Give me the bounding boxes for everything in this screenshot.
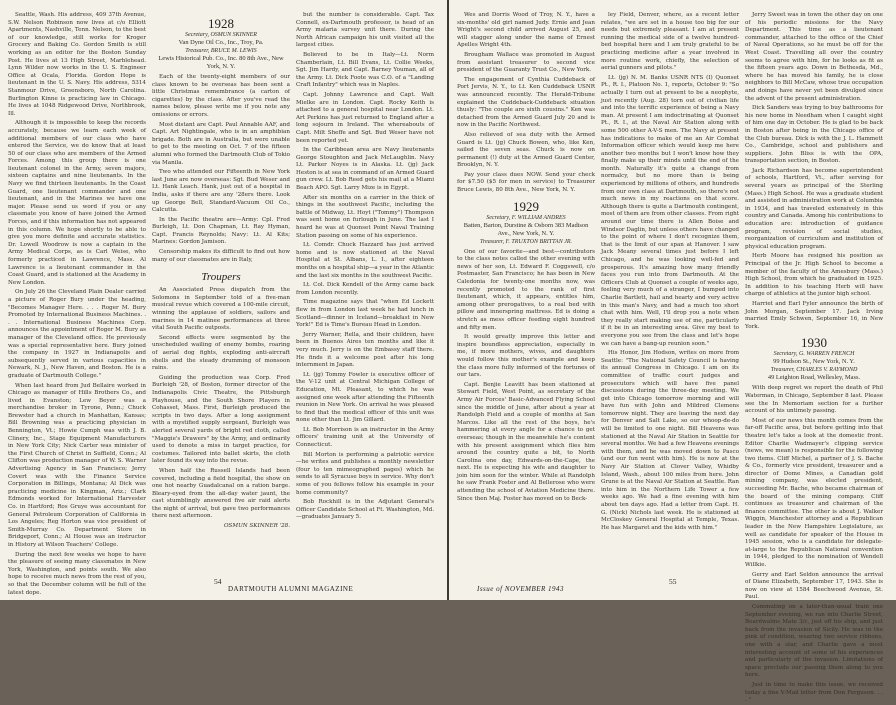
page-number: 54 (214, 577, 222, 586)
troupers-body (152, 287, 290, 521)
secretary-address: 99 Hudson St., New York, N. Y. (773, 358, 855, 366)
right-col-3 (745, 12, 883, 704)
paragraph: Jack Richardson has become superintendent of schools, Hartford, Vt., after serving for several years as principal of the Sterling (Mass.) High School. He was a graduate student and assisted in administration work at Columbia in 1934, and has traveled extensively in this country and Canada. Among his contributions to education are: introduction of guidance program, revision of social studies, reorganization of curriculum and institution of physical education program. (745, 167, 883, 250)
secretary-label: Secretary, F. WILLIAM ANDRES (486, 214, 566, 221)
left-col-2-class-1928 (152, 12, 290, 574)
paragraph: Most distant are Capt. Paul Annable AAF, and Capt. Art Nightingale, who is in an amphibian brigade. Both are in Australia, but were unable to get to the meeting on Oct. 7 of the fifteen alumni who formed the Dartmouth Club of Tokio via Manila. (152, 121, 290, 166)
paragraph: It would greatly improve this letter and inspire boundless appreciation, especially in me, if more mothers, wives, and daughters would follow this mother's example and keep the class more fully informed of the fortunes of our tars. (457, 334, 595, 379)
paragraph: Lt. Comdr. Chuck Hazzard has just arrived home and is now stationed at the Naval Hospital at St. Albans, L. I., after eighteen months on a hospital ship—a year in the Atlantic and the last six months in the southwest Pacific. (296, 242, 434, 279)
paragraph: After six months on a carrier in the thick of things in the southwest Pacific, including the battle of Midway, Lt. Hoyt ("Tommy") Thompson was sent home on furlough in June. The last I heard he was at Quonset Point Naval Training Station passing on some of his experience. (296, 194, 434, 239)
signature: OSMUN SKINNER '28. (223, 523, 290, 530)
right-page (449, 0, 896, 704)
right-col-2 (601, 12, 739, 574)
paragraph: On July 26 the Cleveland Plain Dealer carried a picture of Roger Bury under the heading, "Becomes Manager Here. . . . Roger M. Bury Promoted by International Business Machines. . . . International Business Machines Corp. announces the appointment of Roger M. Bury as manager of the Cleveland office. He previously was a special representative here. Bury joined the company in 1927 in Indianapolis and subsequently served in various capacities in Newark, N. J., New Haven, and Boston. He is a graduate of Dartmouth College." (8, 289, 146, 379)
left-col-1 (8, 12, 146, 596)
treasurer-address: 49 Leighton Road, Wellesley, Mass. (767, 374, 861, 382)
secretary-label: Secretary, G. WARREN FRENCH (773, 351, 855, 358)
paragraph: Believed to be in Italy—Lt. Norm Chamberlain, Lt. Bill Evans, Lt. Collie Weeks, Sgt. Jim Hardy, and Capt. Barney Youman, all of the Army. Lt. Dick Foote was C.O. of a "Landing Craft Infantry" which was in Naples. (296, 51, 434, 89)
class-notes-body (457, 249, 595, 504)
treasurer-address: Lewis Historical Pub. Co., Inc. 80 8th Ave., New York, N. Y. (158, 55, 284, 70)
paragraph: Wes and Dorris Wood of Troy, N. Y., have a six-months' old girl named Judy. Ernie and Jean Wright's second child arrived August 25, and will stagger along under the name of Ernest Apelles Wright 4th. (457, 12, 595, 49)
paragraph: Time magazine says that "when Ed Lockett flew in from London last week he had lunch in Scotland—dinner in Iceland—breakfast in New York!" Ed is Time's Bureau Head in London. (296, 299, 434, 329)
paragraph: Lt. (jg) Tommy Fowler is executive officer of the V-12 unit at Central Michigan College of Education, Mt. Pleasant, to which he was assigned one week after attending the Fifteenth reunion in New York. On arrival he was pleased to find that the medical officer of this unit was none other than Lt. Jim Gillard. (296, 371, 434, 424)
paragraph: Capt. Johnny Lawrence and Capt. Walt Mielke are in London. Capt. Rocky Keith is attached to a general hospital near London. Lt. Art Perkins has just returned to England after a long sojourn in Ireland. The whereabouts of Capt. Milt Sheffe and Sgt. Bud Weser have not been reported yet. (296, 91, 434, 144)
paragraph: Dick Sanders was trying to buy bathrooms for his new home in Needham when I caught sight of him one day in October. He is glad to be back in Boston after being in the Chicago office of the Club bureau. Dick is with the J. L. Hammett Co., Cambridge, school and publishers and suppliers. John Bliss is with the OPA, transportation section, in Boston. (745, 105, 883, 165)
page-number: 55 (669, 577, 677, 586)
paragraph: Jerry Sweet was in town the other day on one of his periodic missions for the Navy Department. This time as a lieutenant commander, attached to the office of the Chief of Naval Operations, so he must be off for the West Coast. Travelling all over the country seems to agree with him, for he looks as fit as the fifteen years ago. Down in Bethesda, Md., where he has moved his family, he is close neighbors to Bill McCaw, whose true occupation and doings have never yet been divulged since the advent of the present administration. (745, 12, 883, 102)
class-notes-body (152, 74, 290, 264)
right-col-1 (457, 12, 595, 574)
treasurer-label: Treasurer, BRUCE M. LEWIS (185, 48, 257, 54)
paragraph: Pay your class dues NOW. Send your check for $7.50 ($5 for men in service) to Treasurer Bruce Lewis, 80 8th Ave., New York, N. Y. (457, 171, 595, 194)
class-notes-body (745, 385, 883, 704)
paragraph: Just in time to make this issue, we received today a fine V-Mail letter from Don Ferguson. . . . " (745, 681, 883, 704)
paragraph: The engagement of Cynthia Cuddeback of Port Jervis, N. Y., to Lt. Ken Cuddeback USNR was announced recently. The Herald-Tribune explained the Cuddeback-Cuddeback situation thusly: "The couple are sixth cousins." Ken was detached from the Armed Guard July 20 and is now in the Pacific Northwest. (457, 76, 595, 129)
paragraph: but the number is considerable. Capt. Tax Connell, ex-Dartmouth professor, is head of an Army malaria survey unit there. During the North African campaign his unit visited all the largest cities. (296, 12, 434, 49)
troupers-heading: Troupers (201, 271, 241, 284)
magazine-footer: DARTMOUTH ALUMNI MAGAZINE (228, 585, 354, 593)
left-col-3 (296, 12, 434, 574)
paragraph: With deep regret we report the death of Phil Waterman, in Chicago, September 8 last. Please see the In Memoriam section for a further account of his untimely passing. (745, 385, 883, 415)
paragraph: Also relieved of sea duty with the Armed Guard is Lt. (jg) Chuck Bowen, who, like Ken, sailed the seven seas. Chuck is now on permanent (!) duty at the Armed Guard Center, Brooklyn, N. Y. (457, 131, 595, 169)
paragraph: In the Pacific theatre are—Army: Cpl. Fred Burleigh, Lt. Don Chapman, Lt. Ray Hyman, Capt. Francis Reynolds; Navy: Lt. Al Kits; Marines: Gordon Jamison. (152, 216, 290, 246)
paragraph: An Associated Press dispatch from the Solomons in September told of a five-man musical revue which covered a 100-mile circuit, winning the applause of soldiers, sailors and marines in 14 matinee performances at three vital South Pacific outposts. (152, 287, 290, 332)
secretary-address: Batten, Barton, Durstine & Osborn 383 Madison Ave., New York, N. Y. (463, 221, 589, 237)
paragraph: Seattle, Wash. His address, 409 37th Avenue, S.W. Nelson Robinson now lives at c/o Elliott Apartments, Nashville, Tenn. Nelson, to the best of our knowledge, still works for Kroger Grocery and Baking Co. Gordon Smith is still working as an editor for the Boston Sunday Post. He lives at 13 High Street, Marblehead. Lynn Wilder now works in the U. S. Engineer Office at Ocala, Florida. Gordon Hope is lieutenant in the U. S. Navy. His address, 5314 Stanmour Drive, Greensboro, North Carolina. Burlington Kinne is practicing law in Chicago. He lives at 1048 Ridgewood Drive, Northbrook, Ill. (8, 12, 146, 117)
class-year-heading: 1928 (208, 16, 234, 31)
paragraph: ley Field, Denver, where, as a recent letter relates, "we are set in a house too big for our needs but extremely pleasant. I am at present running the medical side of a twelve hundred-bed hospital here and I am truly grateful to be practicing medicine after a year involved in more routine work, chiefly, the selection of aerial gunners and pilots." (601, 12, 739, 72)
paragraph: Censorship makes its difficult to find out how many of our classmates are in Italy, (152, 249, 290, 263)
paragraph: Although it is impossible to keep the records accurately, because we learn each week of additional members of our class who have entered the Service, we do know that at least 50 of our class who are members of the Armed Forces. Among this group there is one lieutenant colonel in the Army, seven majors, sixteen captains and nine lieutenants. In the Navy we find thirteen lieutenants. In the Coast Guard, one lieutenant commander and one lieutenant, and in the Marines we have one major. Please send us word if you or any classmate you know of have joined the Armed Forces, and if this information has not appeared in this column. We hope shortly to be able to give you more definite and accurate statistics. Dr. Lowell Woodrow is now a captain in the Army Medical Corps, as is Carl Weise, who formerly practiced in Lawrence, Mass. Al Lawrence is a lieutenant commander in the Coast Guard, and is stationed at the Academy in New London. (8, 120, 146, 286)
paragraph: Capt. Benjie Leavitt has been stationed at Stewart Field, West Point, as secretary of the Army Air Forces' Basic-Advanced Flying School since the middle of June, after about a year at Randolph Field and a couple of months at San Marcos. Like all the rest of the boys, he's hammering at every angle for a chance to get overseas; though in the meanwhile he's content with his present assignment which flies him around the country quite a bit, to North Carolina one day, Edwards-on-the-Cape, the next. He is expecting his wife and daughter to join him soon for the winter. While at Randolph he saw Frank Foster and Al Bellerose who were attending the school of Aviation Medicine there. Since then Maj. Foster has moved on to Beck- (457, 381, 595, 502)
paragraph: Lt. Bob Morrison is an instructor in the Army officers' training unit at the University of Connecticut. (296, 426, 434, 449)
left-page (0, 0, 447, 600)
treasurer-label: Treasurer, CHARLES V. RAYMOND (770, 367, 858, 374)
paragraph: Bob Rockhill is in the Adjutant General's Officer Candidate School at Ft. Washington, Md.—graduates January 5. (296, 499, 434, 521)
secretary-address: Van Dyne Oil Co., Inc., Troy, Pa. (178, 39, 264, 46)
class-year-heading: 1929 (513, 198, 539, 214)
paragraph: Lt. Col. Dick Kendell of the Army came back from London recently. (296, 282, 434, 296)
issue-footer: Issue of NOVEMBER 1943 (477, 585, 565, 593)
treasurer-label: Treasurer, F. TRUXTON BRITTAN JR. (479, 238, 573, 245)
paragraph: Each of the twenty-eight members of our class known to be overseas has been sent a little Christmas remembrance (a carton of cigarettes) by the class. After you've read the names below, please write me if you note any omissions or errors. (152, 74, 290, 118)
paragraph: Commuting on a later-than-usual train one September evening, we ran into Charlie Street, Boardwalms Mate 3/c, just off his ship, and just back from the invasion of Sicily. He was in the pink of condition, wearing two service ribbons, one with a star, and Charlie gave a most interesting account of some of his experiences and particularly of the invasion. Limitations of space preclude our passing them along to you here. (745, 603, 883, 679)
paragraph: Two who attended our Fifteenth in New York last June are now overseas: Sgt. Bud Weser and Lt. Hank Leach. Hank, just out of a hospital in India, asks if there are any '28ers there. Look up George Bell, Standard-Vacuum Oil Co., Calcutta. (152, 169, 290, 214)
paragraph: His Honor, Jim Hodson, writes on more from Seattle: "The National Safety Council is having its annual Congress in Chicago. I am on its committee of traffic court judges and prosecutors which will have five panel discussions during the three-day meeting. We get into Chicago tomorrow morning and will have fun with John and Mildred Clemens tomorrow night. They are leaving the next day for Denver and Salt Lake, so our whoop-de-do will be limited to one night. Bill Heavens was stationed at the Naval Air Station in Seattle for several months. We had a few Heavens evenings with them, and he was moved down to Pasco (and our fun went with him). He is now at the Navy Air Station at Clover Valley, Whidby Island, Wash., about 100 miles from here. John Grune is at the Naval Air Station at Seattle. Ran into him in the Northern Life Tower a few weeks ago. We had a fine evening with him about ten days ago. Had a letter from Capt. H. G. (Nick) Nichols last week. He is stationed at McCloskey General Hospital at Temple, Texas. He has Margaret and the kids with him." (601, 350, 739, 531)
paragraph: One of our favorite—and best—contributors to the class notes called the other evening with news of her son, Lt. Edward F. Coggswell, c/o Postmaster, San Francisco; he has been in New Caledonia for twenty-one months now, was recently promoted to the rank of first lieutenant, which, it appears, entitles him, among other prerogatives, to a real bed with pillow and innerspring mattress. Ed is doing a stretch as mess officer feeding eight hundred and fifty men. (457, 248, 595, 331)
class-notes-body (457, 12, 595, 195)
paragraph: When last heard from Jud Bellaire worked in Chicago as manager of Hills Brothers Co., and lived in Evanston; Lew Beyer was a merchandise broker in Tyrone, Penn.; Chuck Brewster had a church in Manhattan, Kansas; Bill Browning was a practicing physician in Bennington, Vt.; Howie Cumph was with J. B. Clinery, Inc., Stage Equipment Manufacturers in New York City; Nick Carter was minister of the First Church of Christ in Suffield, Conn.; Al Clifton was production manager of W. S. Warner Advertising Agency in San Francisco; Jerry Covert was with the Finance Service Corporation in Billings, Montana; Al Dick was practicing medicine in Kingman, Ariz.; Clark Edmonds worked for International Harvester Co. in Hartford; Ros Gruye was accountant for General Petroleum Corporation of California in Los Angeles; Reg Horton was vice president of Smith-Murray Co. Department Store in Bridgeport, Conn.; Al House was an instructor in History at Wilson Teachers' College. (8, 382, 146, 548)
paragraph: Bill Morton is performing a patriotic service—he writes and publishes a monthly newsletter (four to ten mimeographed pages) which he sends to all Syracuse boys in service. Why don't some of you fellows follow his example in your home community? (296, 451, 434, 496)
paragraph: Second effects were segmented by the unscheduled wailing of enemy bombs, roaring of aerial dog fights, exploding anti-aircraft shells and the steady drumming of monsoon rains. (152, 334, 290, 372)
paragraph: Lt. (jg) N. M. Banks USNR NTS (I) Quonset Pt., R. I., Platoon No. 1, reports, October 9: "So actually I turn out at present to be a neophyte, just recently (Aug. 28) torn out of civilian life and into the terrific experience of being a Navy man. At present I am indoctrinating at Quonset Pt., R. I., at the Naval Air Station along with some 500 other A-V-S men. The Navy at present has indications to make of me an Air Combat Information officer which would keep me here another two months but I won't know how they finally make up their minds until the end of the month. Naturally it's quite a change from normalcy, but no more than is being experienced by millions of others, and hundreds from our own class at Dartmouth, so there's not much news in my reactions on that score. Although there is quite a Dartmouth contingent, most of them are from other classes. From right around our time there is Allen Boise and Windsor Daglin, but unless others have changed to the point of where I don't recognize them, that is the limit of our span at Hanover. I saw Jack Meany several times just before I left Chicago, and he was looking well-fed and prosperous. It's amazing how many friendly faces you run into from Dartmouth. At the Officers Club at Quonset a couple of weeks ago, feeling very much of a stranger, I bumped into Charlie Bartlett, hail and hearty and very active in this man's Navy, and had a much too short chat with him. Well, I'll drop you a note when they really start making use of me, particularly if it be in an interesting area. Give my best to everyone you see from the class and let's hope we can have a bang-up reunion soon." (601, 74, 739, 347)
class-year-heading: 1930 (801, 335, 827, 351)
class-notes-body (745, 12, 883, 331)
paragraph: When half the Russell Islands had been covered, including a field hospital, the show on one hot nearby Guadalcanal on a ration barge. Bleary-eyed from the all-day water jaunt, the cast stumblingly answered five air raid alerts the night of arrival, but gave two performances there next afternoon. (152, 467, 290, 520)
paragraph: During the next few weeks we hope to have the pleasure of seeing many classmates in New York, Washington, and points south. We also hope to receive much news from the rest of you, so that the December column will be full of the latest dope. (8, 551, 146, 596)
paragraph: Brougham Wallace was promoted in August from assistant treasurer to second vice president of the Guaranty Trust Co., New York. (457, 51, 595, 74)
paragraph: In the Caribbean area are Navy lieutenants George Stoughton and Jack McLaughlin. Navy Lt. Parker Noyes is in Alaska. Lt. (jg) Jack Heston is at sea in command of an Armed Guard gun crew. Lt. Bob Reed gets his mail at a Miami Beach APO. Sgt. Larry Mize is in Egypt. (296, 147, 435, 192)
secretary-label: Secretary, OSMUN SKINNER (185, 32, 257, 38)
paragraph: Jerry Warner, Rella, and their children, have been in Buenos Aires ten months and like it very much. Jerry is on the Embassy staff there. He finds it a welcome post after his long internment in Japan. (296, 331, 434, 369)
paragraph: Herb Moore has resigned his position as Principal of the Jr. High School to become a member of the faculty of the Amesbury (Mass.) High School, from which he graduated in 1925. In addition to his teaching Herb will have charge of athletics at the junior high school. (745, 253, 883, 298)
paragraph: Guiding the production was Corp. Fred Burleigh '28, of Boston, former director of the Indianapolis Civic Theatre, the Pittsburgh Playhouse, and the South Shore Players in Cohasset, Mass. First, Burleigh produced the scripts in two days. After a long assignment with a mystified supply sergeant, Burleigh was alerted several yards of bright red cloth, called "Maggie's Drawers" by the Army, and ordinarily used to denote a miss in target practice, for costumes. Tailored into ballet skirts, the cloth later found its way into the revue. (152, 374, 290, 465)
paragraph: Harriet and Earl Fyler announce the birth of John Morgan, September 17. Jack Irving married Emily Schwen, September 16, in New York. (745, 300, 883, 330)
paragraph: Gerry and Earl Seldon announce the arrival of Diane Elizabeth, September 17, 1943. She is now on view at 1584 Beechwood Avenue, St. Paul. (745, 571, 883, 601)
paragraph: Most of our news this month comes from the far-off Pacific area, but before getting into that theatre let's take a look at the domestic front. Editor Charlie Wadmayer's clipping service (news, we mean) is responsible for the following two items. Cliff Michel, a partner of J. S. Bache & Co., formerly vice president, treasurer and a director of Dome Mines, a Canadian gold mining company, was elected president, succeeding Mr. Bache, who became chairman of the board of the mining company. Cliff continues as treasurer and chairman of the finance committee. The other is about J. Walker Wiggin, Manchester attorney and a Republican leader in the New Hampshire Legislature, as well as candidate for speaker of the House in 1945 session, who is a candidate for delegate-at-large to the Republican National convention in 1944, pledged to the nomination of Wendell Willkie. (745, 417, 883, 568)
